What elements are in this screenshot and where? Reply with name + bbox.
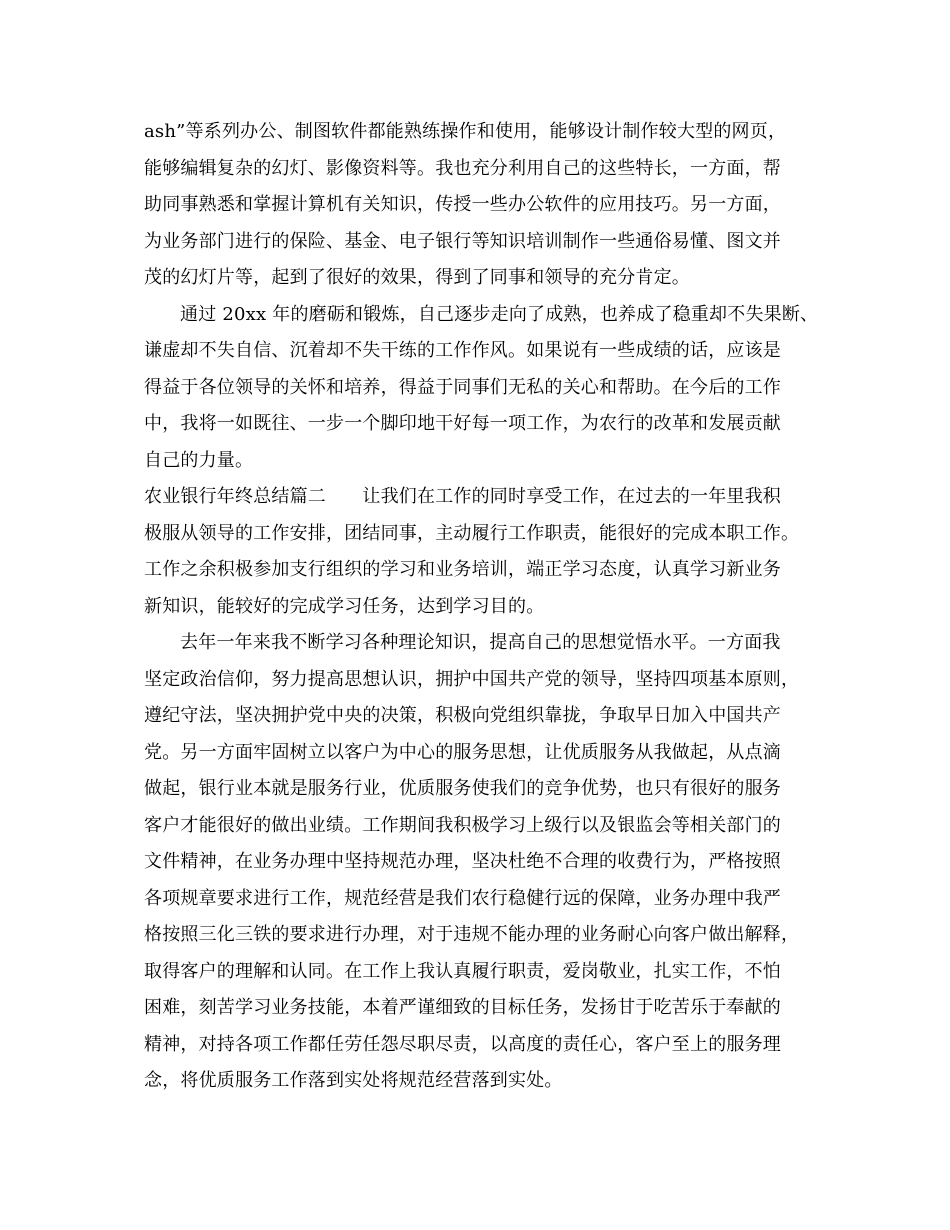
text-line: 工作之余积极参加支行组织的学习和业务培训，端正学习态度，认真学习新业务: [144, 559, 781, 580]
text-line: 党。另一方面牢固树立以客户为中心的服务思想，让优质服务从我做起，从点滴: [144, 741, 781, 763]
text-line: 客户才能很好的做出业绩。工作期间我积极学习上级行以及银监会等相关部门的: [144, 814, 781, 836]
text-line: 做起，银行业本就是服务行业，优质服务使我们的竞争优势，也只有很好的服务: [144, 778, 781, 799]
text-line: 遵纪守法，坚决拥护党中央的决策，积极向党组织靠拢，争取早日加入中国共产: [144, 705, 781, 726]
text-line: 格按照三化三铁的要求进行办理，对于违规不能办理的业务耐心向客户做出解释，: [144, 924, 800, 945]
text-line: 谦虚却不失自信、沉着却不失干练的工作作风。如果说有一些成绩的话，应该是: [144, 340, 781, 361]
text-line: 各项规章要求进行工作，规范经营是我们农行稳健行远的保障，业务办理中我严: [144, 887, 781, 909]
text-line: 中，我将一如既往、一步一个脚印地干好每一项工作，为农行的改革和发展贡献: [144, 413, 781, 434]
text-line: 取得客户的理解和认同。在工作上我认真履行职责，爱岗敬业，扎实工作，不怕: [144, 960, 781, 982]
text-line: 农业银行年终总结篇二 让我们在工作的同时享受工作，在过去的一年里我积: [144, 486, 781, 507]
text-line: 能够编辑复杂的幻灯、影像资料等。我也充分利用自己的这些特长，一方面，帮: [144, 157, 781, 179]
text-line: 新知识，能较好的完成学习任务，达到学习目的。: [144, 595, 545, 617]
text-line: 自己的力量。: [144, 449, 254, 471]
text-line: 茂的幻灯片等，起到了很好的效果，得到了同事和领导的充分肯定。: [144, 267, 690, 288]
document-body: [144, 114, 824, 1100]
text-line: 助同事熟悉和掌握计算机有关知识，传授一些办公软件的应用技巧。另一方面，: [144, 194, 781, 215]
text-line: 坚定政治信仰，努力提高思想认识，拥护中国共产党的领导，坚持四项基本原则，: [144, 668, 800, 690]
text-line: 精神，对持各项工作都任劳任怨尽职尽责，以高度的责任心，客户至上的服务理: [144, 1033, 781, 1055]
text-line: 得益于各位领导的关怀和培养，得益于同事们无私的关心和帮助。在今后的工作: [144, 376, 781, 398]
text-line: 文件精神，在业务办理中坚持规范办理，坚决杜绝不合理的收费行为，严格按照: [144, 851, 781, 872]
text-line: 为业务部门进行的保险、基金、电子银行等知识培训制作一些通俗易懂、图文并: [144, 230, 781, 252]
text-line: 困难，刻苦学习业务技能，本着严谨细致的目标任务，发扬甘于吃苦乐于奉献的: [144, 997, 781, 1018]
text-line: ash”等系列办公、制图软件都能熟练操作和使用，能够设计制作较大型的网页，: [144, 121, 787, 142]
text-line: 去年一年来我不断学习各种理论知识，提高自己的思想觉悟水平。一方面我: [180, 632, 781, 653]
text-line: 极服从领导的工作安排，团结同事，主动履行工作职责，能很好的完成本职工作。: [144, 522, 800, 544]
text-line: 通过 20xx 年的磨砺和锻炼，自己逐步走向了成熟，也养成了稳重却不失果断、: [180, 303, 819, 325]
text-line: 念，将优质服务工作落到实处将规范经营落到实处。: [144, 1070, 563, 1091]
